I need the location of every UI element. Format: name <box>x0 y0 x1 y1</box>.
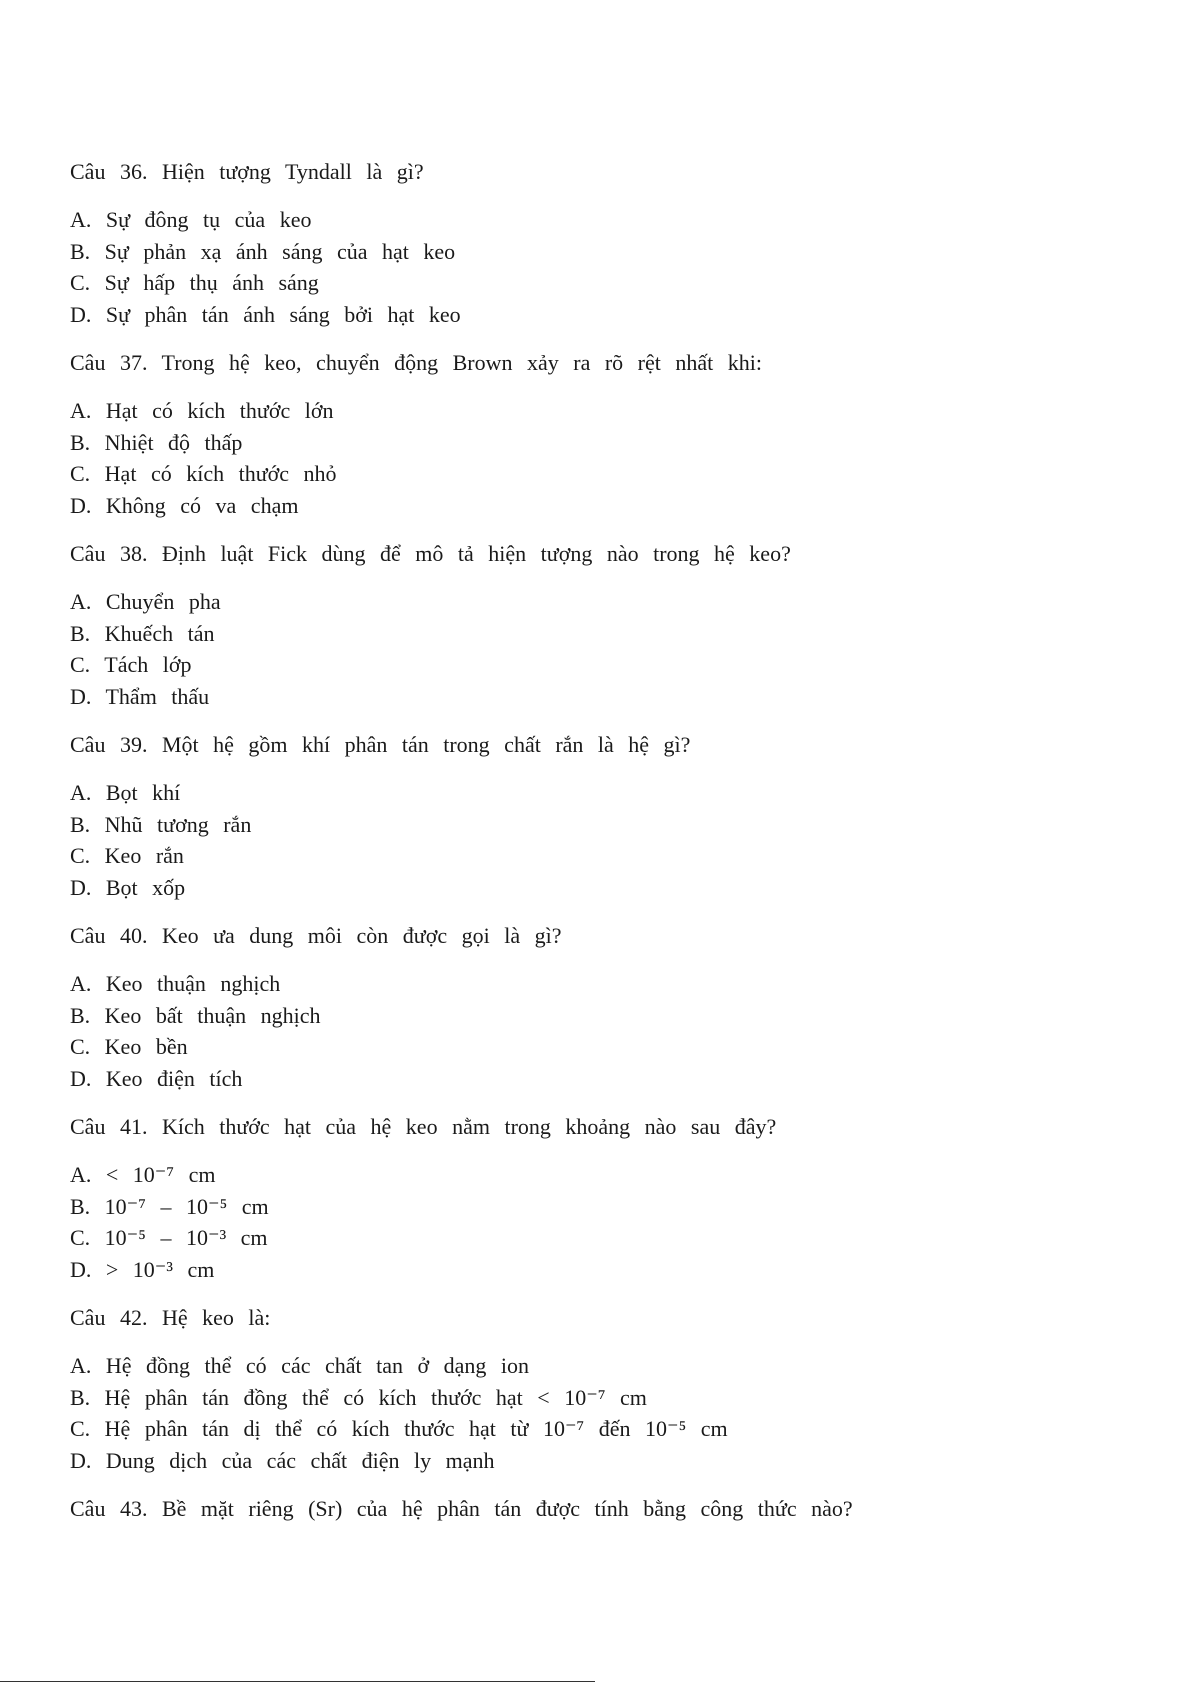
answer-options <box>70 1159 1130 1285</box>
question-title: Câu 41. Kích thước hạt của hệ keo nằm trong khoảng nào sau đây? <box>70 1114 777 1139</box>
answer-option: B. Keo bất thuận nghịch <box>70 1002 321 1028</box>
question-title: Câu 42. Hệ keo là: <box>70 1305 271 1330</box>
question-title: Câu 40. Keo ưa dung môi còn được gọi là gì? <box>70 923 562 948</box>
answer-options <box>70 777 1130 903</box>
answer-option: B. 10⁻⁷ – 10⁻⁵ cm <box>70 1193 269 1219</box>
answer-option: D. Dung dịch của các chất điện ly mạnh <box>70 1447 495 1473</box>
answer-options <box>70 968 1130 1094</box>
answer-option: C. Keo rắn <box>70 843 184 868</box>
answer-option: D. Bọt xốp <box>70 874 186 900</box>
answer-option: A. Hệ đồng thể có các chất tan ở dạng ion <box>70 1353 530 1378</box>
question-title: Câu 43. Bề mặt riêng (Sr) của hệ phân tán được tính bằng công thức nào? <box>70 1496 853 1521</box>
question-title: Câu 38. Định luật Fick dùng để mô tả hiện tượng nào trong hệ keo? <box>70 541 791 566</box>
question-title: Câu 36. Hiện tượng Tyndall là gì? <box>70 159 424 184</box>
question-42 <box>70 1302 1130 1476</box>
answer-option: B. Nhiệt độ thấp <box>70 429 243 455</box>
answer-option: D. Sự phân tán ánh sáng bởi hạt keo <box>70 301 461 327</box>
question-41 <box>70 1111 1130 1285</box>
answer-option: A. Chuyển pha <box>70 589 221 614</box>
answer-option: C. Hệ phân tán dị thể có kích thước hạt từ 10⁻⁷ đến 10⁻⁵ cm <box>70 1416 728 1441</box>
answer-options <box>70 1350 1130 1476</box>
answer-option: D. Không có va chạm <box>70 492 299 518</box>
answer-options <box>70 204 1130 330</box>
answer-options <box>70 395 1130 521</box>
question-40 <box>70 920 1130 1094</box>
question-36 <box>70 156 1130 330</box>
answer-option: B. Hệ phân tán đồng thể có kích thước hạt < 10⁻⁷ cm <box>70 1384 647 1410</box>
answer-option: D. Thẩm thấu <box>70 683 210 709</box>
answer-option: A. Sự đông tụ của keo <box>70 207 312 232</box>
answer-option: C. Sự hấp thụ ánh sáng <box>70 270 319 295</box>
question-43 <box>70 1493 1130 1524</box>
answer-option: A. Hạt có kích thước lớn <box>70 398 334 423</box>
answer-option: A. Bọt khí <box>70 780 181 805</box>
document-page <box>70 156 1130 1541</box>
question-37 <box>70 347 1130 521</box>
question-39 <box>70 729 1130 903</box>
question-title: Câu 39. Một hệ gồm khí phân tán trong chất rắn là hệ gì? <box>70 732 691 757</box>
answer-option: C. Tách lớp <box>70 652 192 677</box>
answer-option: B. Sự phản xạ ánh sáng của hạt keo <box>70 238 456 264</box>
answer-option: B. Nhũ tương rắn <box>70 811 252 837</box>
answer-option: A. Keo thuận nghịch <box>70 971 281 996</box>
footer-divider <box>0 1681 595 1682</box>
question-title: Câu 37. Trong hệ keo, chuyển động Brown xảy ra rõ rệt nhất khi: <box>70 350 762 375</box>
answer-option: D. > 10⁻³ cm <box>70 1256 215 1282</box>
question-38 <box>70 538 1130 712</box>
answer-option: C. Hạt có kích thước nhỏ <box>70 461 337 486</box>
answer-option: A. < 10⁻⁷ cm <box>70 1162 216 1187</box>
answer-option: D. Keo điện tích <box>70 1065 243 1091</box>
answer-options <box>70 586 1130 712</box>
answer-option: C. 10⁻⁵ – 10⁻³ cm <box>70 1225 268 1250</box>
answer-option: C. Keo bền <box>70 1034 188 1059</box>
answer-option: B. Khuếch tán <box>70 620 215 646</box>
